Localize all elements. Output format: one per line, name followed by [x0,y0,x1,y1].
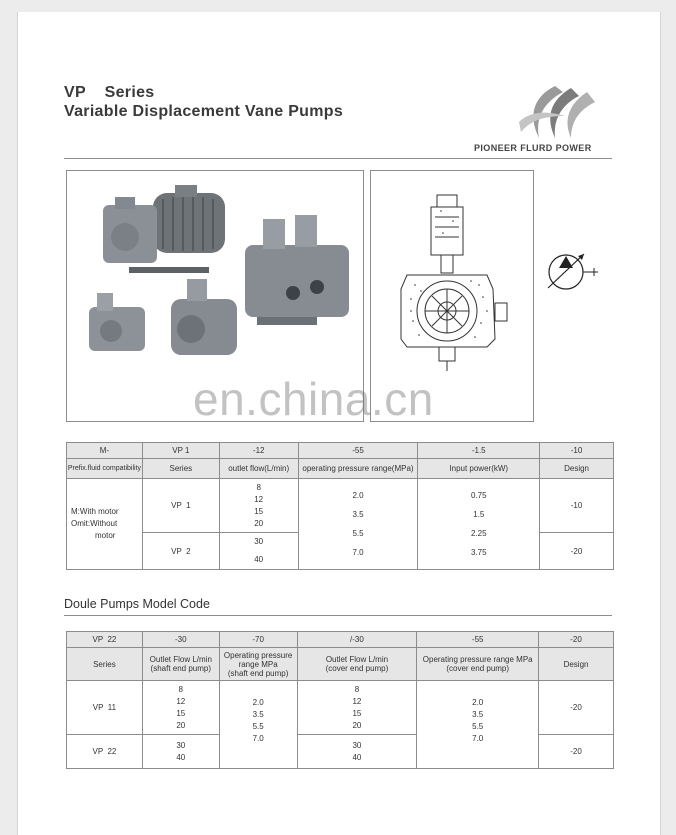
label-design: Design [540,459,614,479]
code-cover-flow: /-30 [297,632,417,648]
flow-cell: 8 12 15 20 [219,479,298,533]
table-row [67,479,614,533]
section-divider [64,615,612,616]
product-title: Variable Displacement Vane Pumps [64,103,344,120]
code-row [67,632,614,648]
series-cell: VP 1 [142,479,219,533]
cover-pressure-cell: 2.0 3.5 5.5 7.0 [417,681,539,769]
brand-name: PIONEER FLURD POWER [474,143,592,153]
label-shaft-flow: Outlet Flow L/min (shaft end pump) [142,648,219,681]
pressure-cell: 2.0 3.5 5.5 7.0 [298,479,418,570]
label-row [67,459,614,479]
design-cell: -20 [540,533,614,570]
label-series: Series [142,459,219,479]
model-code-table [66,442,614,570]
cover-flow-cell: 30 40 [297,735,417,769]
label-flow: outlet flow(L/min) [219,459,298,479]
code-power: -1.5 [418,443,540,459]
code-row [67,443,614,459]
code-pressure: -55 [298,443,418,459]
prefix-description: M:With motor Omit:Without motor [67,479,143,570]
label-power: Input power(kW) [418,459,540,479]
cover-flow-cell: 8 12 15 20 [297,681,417,735]
series-title: VP Series [64,84,155,101]
double-pump-section-title: Doule Pumps Model Code [64,597,210,611]
header-divider [64,158,612,159]
series-cell: VP 11 [67,681,143,735]
label-series: Series [67,648,143,681]
watermark: en.china.cn [193,373,434,425]
label-prefix: Prefix.fluid compatibility [67,459,143,479]
code-prefix: M- [67,443,143,459]
double-pump-code-table [66,631,614,769]
power-cell: 0.75 1.5 2.25 3.75 [418,479,540,570]
label-shaft-pressure: Operating pressure range MPa (shaft end pump) [219,648,297,681]
shaft-pressure-cell: 2.0 3.5 5.5 7.0 [219,681,297,769]
label-cover-pressure: Operating pressure range MPa (cover end pump) [417,648,539,681]
code-cover-pressure: -55 [417,632,539,648]
shaft-flow-cell: 30 40 [142,735,219,769]
design-cell: -20 [539,681,614,735]
code-design: -10 [540,443,614,459]
series-cell: VP 2 [142,533,219,570]
label-design: Design [539,648,614,681]
design-cell: -10 [540,479,614,533]
brand-logo [505,82,601,140]
label-row [67,648,614,681]
code-series: VP 22 [67,632,143,648]
code-flow: -12 [219,443,298,459]
variable-pump-symbol-icon [542,248,602,296]
design-cell: -20 [539,735,614,769]
flow-cell: 30 40 [219,533,298,570]
code-shaft-flow: -30 [142,632,219,648]
code-design: -20 [539,632,614,648]
label-pressure: operating pressure range(MPa) [298,459,418,479]
label-cover-flow: Outlet Flow L/min (cover end pump) [297,648,417,681]
code-shaft-pressure: -70 [219,632,297,648]
table-row [67,681,614,735]
shaft-flow-cell: 8 12 15 20 [142,681,219,735]
series-cell: VP 22 [67,735,143,769]
code-series: VP 1 [142,443,219,459]
